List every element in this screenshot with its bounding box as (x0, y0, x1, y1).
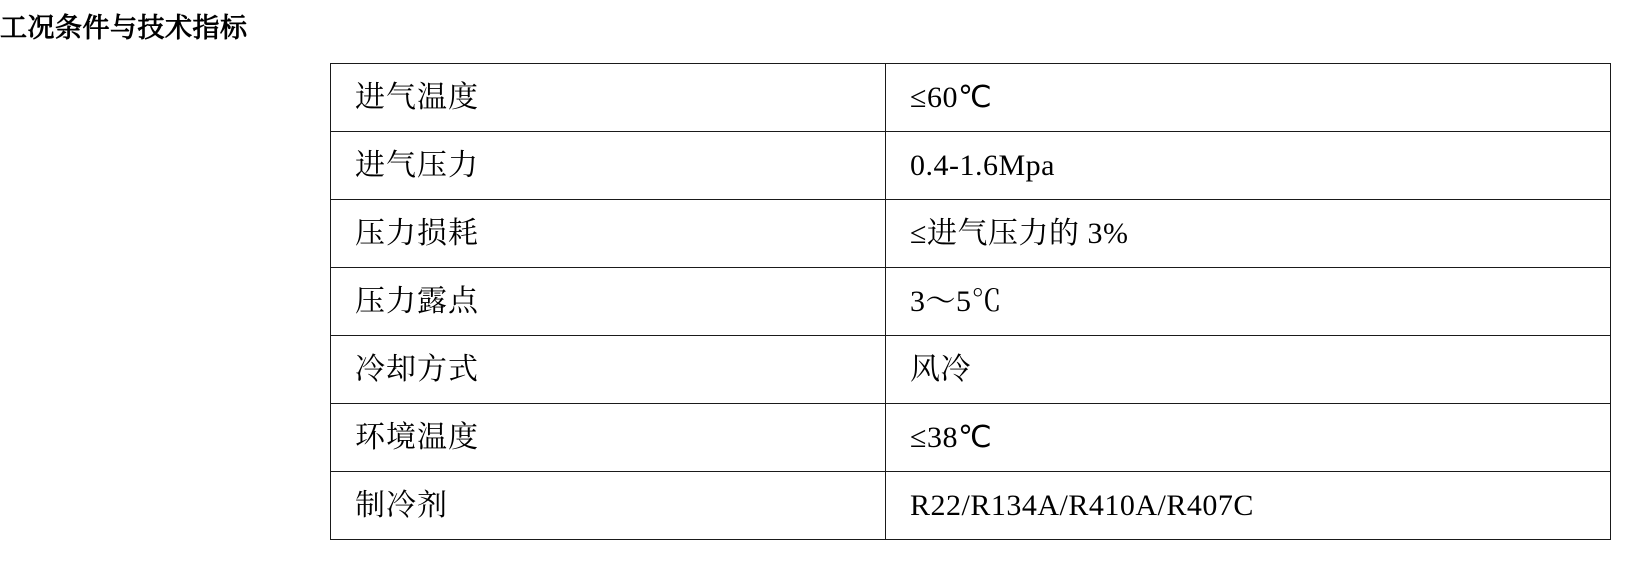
row-value: 风冷 (886, 336, 1611, 404)
row-label: 进气压力 (331, 132, 886, 200)
row-value: R22/R134A/R410A/R407C (886, 472, 1611, 540)
row-label: 制冷剂 (331, 472, 886, 540)
row-value: ≤38℃ (886, 404, 1611, 472)
table-row (331, 404, 1611, 472)
specification-table (330, 63, 1611, 540)
row-label: 环境温度 (331, 404, 886, 472)
page-title: 工况条件与技术指标 (0, 13, 248, 43)
specification-table-container (330, 63, 1560, 540)
table-row (331, 472, 1611, 540)
table-body (331, 64, 1611, 540)
table-row (331, 336, 1611, 404)
row-value: ≤60℃ (886, 64, 1611, 132)
row-value: 3～5℃ (886, 268, 1611, 336)
table-row (331, 268, 1611, 336)
row-value: ≤进气压力的 3% (886, 200, 1611, 268)
row-value: 0.4-1.6Mpa (886, 132, 1611, 200)
row-label: 进气温度 (331, 64, 886, 132)
table-row (331, 132, 1611, 200)
table-row (331, 64, 1611, 132)
row-label: 压力露点 (331, 268, 886, 336)
row-label: 压力损耗 (331, 200, 886, 268)
table-row (331, 200, 1611, 268)
row-label: 冷却方式 (331, 336, 886, 404)
